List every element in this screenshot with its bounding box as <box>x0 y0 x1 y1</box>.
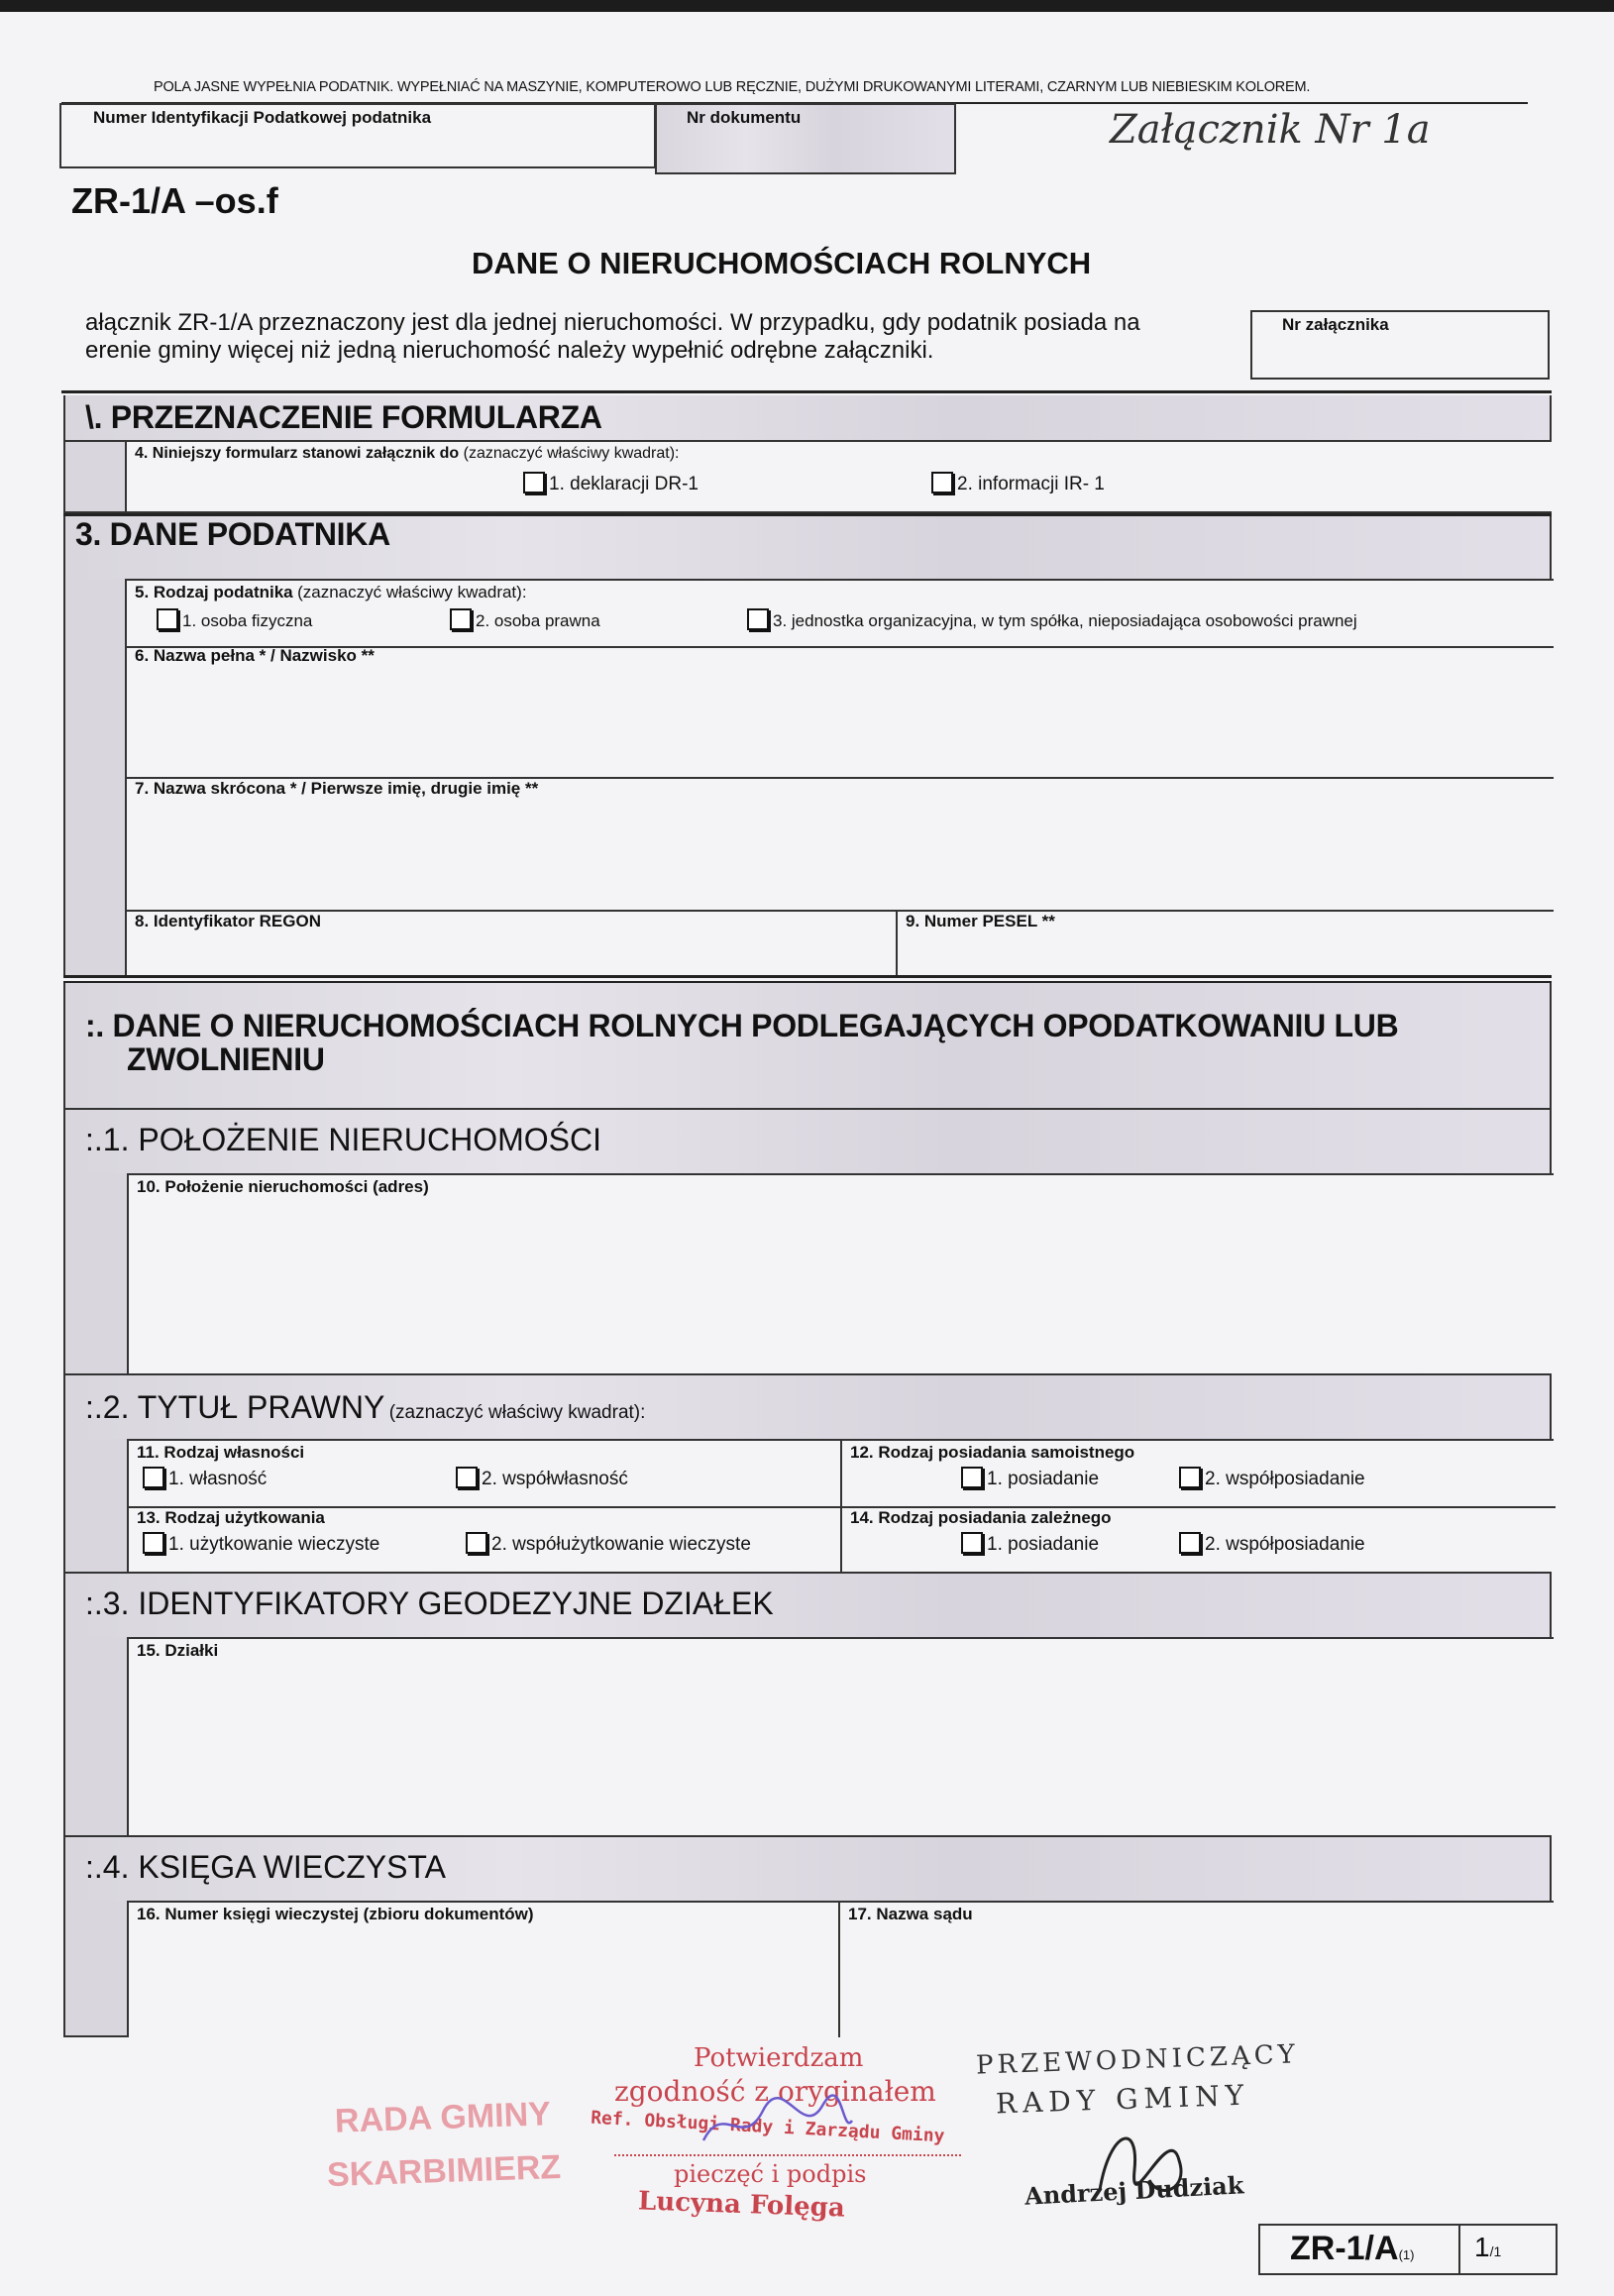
seal-caption: pieczęć i podpis <box>674 2160 867 2188</box>
section-c3-header <box>63 1572 1552 1637</box>
field-13-label: 13. Rodzaj użytkowania <box>137 1508 325 1527</box>
signer-1-stamp: Lucyna Folęga <box>637 2186 846 2224</box>
section-c1-body <box>63 1173 1552 1373</box>
option-label: 1. deklaracji DR-1 <box>549 474 699 494</box>
checkbox-icon[interactable] <box>961 1532 983 1554</box>
taxpayer-type-option-3[interactable] <box>747 608 1357 631</box>
field-9-label: 9. Numer PESEL ** <box>906 912 1055 930</box>
field-4-label-wrap <box>135 445 679 463</box>
checkbox-icon[interactable] <box>450 608 472 630</box>
field-15-label: 15. Działki <box>137 1641 219 1660</box>
option-label: 2. informacji IR- 1 <box>957 474 1105 494</box>
section-c-top-rule-1 <box>63 975 1552 978</box>
land-register-number-field[interactable] <box>127 1901 840 2037</box>
field-5-row <box>127 579 1554 648</box>
field-6-label: 6. Nazwa pełna * / Nazwisko ** <box>135 646 375 665</box>
regon-field[interactable] <box>127 910 896 975</box>
footer-page-number: 1 <box>1474 2232 1490 2262</box>
option-label: 2. współużytkowanie wieczyste <box>491 1534 751 1555</box>
first-names-field[interactable] <box>127 777 1554 912</box>
field-5-label: 5. Rodzaj podatnika <box>135 583 293 601</box>
footer-page-box <box>1458 2226 1558 2273</box>
section-c-header <box>63 983 1552 1108</box>
checkbox-icon[interactable] <box>456 1467 478 1488</box>
page-title: DANE O NIERUCHOMOŚCIACH ROLNYCH <box>472 246 1092 280</box>
footer-form-code: ZR-1/A <box>1290 2230 1399 2267</box>
option-label: 1. własność <box>168 1469 268 1489</box>
field-4-row <box>63 440 1552 513</box>
field-5-label-wrap <box>135 583 527 602</box>
field-17-label: 17. Nazwa sądu <box>848 1905 973 1923</box>
option-label: 2. współposiadanie <box>1205 1534 1365 1555</box>
checkbox-icon[interactable] <box>157 608 178 630</box>
council-stamp-line-1: RADA GMINY <box>334 2095 552 2140</box>
dependent-possession-field <box>840 1506 1556 1574</box>
form-purpose-option-1[interactable] <box>523 472 699 495</box>
plots-field[interactable] <box>127 1637 1554 1837</box>
nip-label: Numer Identyfikacji Podatkowej podatnika <box>93 108 432 127</box>
independent-possession-option-1[interactable] <box>961 1467 1099 1490</box>
field-7-label: 7. Nazwa skrócona * / Pierwsze imię, drugie imię ** <box>135 779 539 798</box>
confirm-stamp-line-2: zgodność z oryginałem <box>614 2075 936 2108</box>
section-a-header <box>63 395 1552 441</box>
field-10-label: 10. Położenie nieruchomości (adres) <box>137 1177 429 1196</box>
section-b-title: 3. DANE PODATNIKA <box>75 516 390 552</box>
taxpayer-type-option-2[interactable] <box>450 608 600 631</box>
section-c2-title: :.2. TYTUŁ PRAWNY <box>85 1389 385 1425</box>
chair-name-stamp: Andrzej Dudziak <box>1023 2170 1245 2211</box>
section-b-header <box>63 516 1552 580</box>
option-label: 1. osoba fizyczna <box>182 611 313 630</box>
option-label: 1. posiadanie <box>987 1469 1100 1489</box>
field-8-label: 8. Identyfikator REGON <box>135 912 321 930</box>
section-c2-title-wrap <box>85 1389 645 1426</box>
section-c2-header <box>63 1373 1552 1439</box>
office-stamp: Ref. Obsługi Rady i Zarządu Gminy <box>590 2107 945 2147</box>
ownership-type-field <box>129 1441 840 1508</box>
court-name-field[interactable] <box>838 1901 1554 2037</box>
intro-line-1: ałącznik ZR-1/A przeznaczony jest dla jednej nieruchomości. W przypadku, gdy podatnik posiada na <box>85 309 1140 336</box>
attachment-number-field[interactable] <box>1250 310 1550 380</box>
doc-number-label: Nr dokumentu <box>687 108 802 127</box>
ownership-option-2[interactable] <box>456 1467 628 1490</box>
chair-stamp-line-1: PRZEWODNICZĄCY <box>975 2039 1300 2081</box>
scan-top-border <box>0 0 1614 12</box>
option-label: 2. współwłasność <box>482 1469 628 1489</box>
location-field[interactable] <box>127 1173 1554 1375</box>
council-stamp-line-2: SKARBIMIERZ <box>326 2147 562 2195</box>
signature-1-scribble <box>694 2091 862 2160</box>
chair-stamp-line-2: RADY GMINY <box>995 2078 1250 2121</box>
option-label: 1. użytkowanie wieczyste <box>168 1534 380 1555</box>
field-12-label: 12. Rodzaj posiadania samoistnego <box>850 1443 1135 1462</box>
option-label: 2. współposiadanie <box>1205 1469 1365 1489</box>
section-c2-hint: (zaznaczyć właściwy kwadrat): <box>388 1402 646 1423</box>
section-c4-body <box>63 1901 1552 2037</box>
doc-number-field <box>655 103 956 174</box>
field-14-label: 14. Rodzaj posiadania zależnego <box>850 1508 1112 1527</box>
checkbox-icon[interactable] <box>747 608 769 630</box>
independent-possession-field <box>840 1441 1556 1508</box>
attachment-number-label: Nr załącznika <box>1282 315 1389 334</box>
section-c-title-line-2: ZWOLNIENIU <box>127 1041 325 1077</box>
usage-option-2[interactable] <box>466 1532 751 1556</box>
field-16-label: 16. Numer księgi wieczystej (zbioru dokumentów) <box>137 1905 534 1923</box>
section-c4-header <box>63 1835 1552 1901</box>
field-5-hint: (zaznaczyć właściwy kwadrat): <box>297 583 527 601</box>
section-c4-title: :.4. KSIĘGA WIECZYSTA <box>85 1849 446 1885</box>
section-a-top-rule <box>61 390 1552 393</box>
pesel-field[interactable] <box>896 910 1556 975</box>
checkbox-icon[interactable] <box>1179 1467 1201 1488</box>
taxpayer-type-option-1[interactable] <box>157 608 312 631</box>
checkbox-icon[interactable] <box>143 1532 164 1554</box>
footer-page-wrap <box>1474 2232 1501 2263</box>
form-purpose-option-2[interactable] <box>931 472 1105 495</box>
section-c1-title: :.1. POŁOŻENIE NIERUCHOMOŚCI <box>85 1122 601 1157</box>
section-c-title <box>85 1009 1398 1076</box>
field-4-area <box>125 442 1554 511</box>
intro-text <box>85 309 1140 365</box>
section-c3-title: :.3. IDENTYFIKATORY GEODEZYJNE DZIAŁEK <box>85 1585 774 1621</box>
confirm-stamp-line-1: Potwierdzam <box>694 2043 864 2073</box>
footer-page-total: /1 <box>1489 2243 1502 2259</box>
handwritten-attachment-note: Załącznik Nr 1a <box>1110 107 1431 153</box>
field-11-label: 11. Rodzaj własności <box>137 1443 305 1462</box>
footer-form-code-sub: (1) <box>1398 2247 1415 2262</box>
fill-instruction: POLA JASNE WYPEŁNIA PODATNIK. WYPEŁNIAĆ NA MASZYNIE, KOMPUTEROWO LUB RĘCZNIE, DUŻYMI DRUKOWANYMI LITERAMI, CZARNYM LUB NIEBIESKIM KOLOREM. <box>154 79 1311 95</box>
section-c-title-line-1: :. DANE O NIERUCHOMOŚCIACH ROLNYCH PODLEGAJĄCYCH OPODATKOWANIU LUB <box>85 1008 1399 1043</box>
usage-option-1[interactable] <box>143 1532 379 1556</box>
checkbox-icon[interactable] <box>143 1467 164 1488</box>
footer-code-box <box>1258 2224 1558 2275</box>
option-label: 3. jednostka organizacyjna, w tym spółka, nieposiadająca osobowości prawnej <box>773 611 1357 630</box>
checkbox-icon[interactable] <box>466 1532 487 1554</box>
option-label: 2. osoba prawna <box>476 611 600 630</box>
section-b-fields <box>125 579 1554 975</box>
checkbox-icon[interactable] <box>523 472 545 493</box>
independent-possession-option-2[interactable] <box>1179 1467 1365 1490</box>
nip-field[interactable] <box>59 103 656 168</box>
section-b-body <box>63 579 1552 975</box>
full-name-field[interactable] <box>127 644 1554 779</box>
footer-code-wrap <box>1290 2230 1414 2268</box>
checkbox-icon[interactable] <box>1179 1532 1201 1554</box>
section-c1-header <box>63 1108 1552 1173</box>
section-c3-body <box>63 1637 1552 1835</box>
ownership-option-1[interactable] <box>143 1467 267 1490</box>
section-c2-fields <box>127 1439 1554 1574</box>
intro-line-2: erenie gminy więcej niż jedną nieruchomość należy wypełnić odrębne załączniki. <box>85 337 934 364</box>
dependent-possession-option-1[interactable] <box>961 1532 1099 1556</box>
form-code: ZR-1/A –os.f <box>71 180 278 221</box>
dependent-possession-option-2[interactable] <box>1179 1532 1365 1556</box>
section-c2-body <box>63 1439 1552 1572</box>
checkbox-icon[interactable] <box>961 1467 983 1488</box>
field-4-label: 4. Niniejszy formularz stanowi załącznik do <box>135 445 460 462</box>
field-4-hint: (zaznaczyć właściwy kwadrat): <box>463 445 680 462</box>
usage-type-field <box>129 1506 840 1574</box>
section-a-title: \. PRZEZNACZENIE FORMULARZA <box>85 399 602 435</box>
option-label: 1. posiadanie <box>987 1534 1100 1555</box>
checkbox-icon[interactable] <box>931 472 953 493</box>
